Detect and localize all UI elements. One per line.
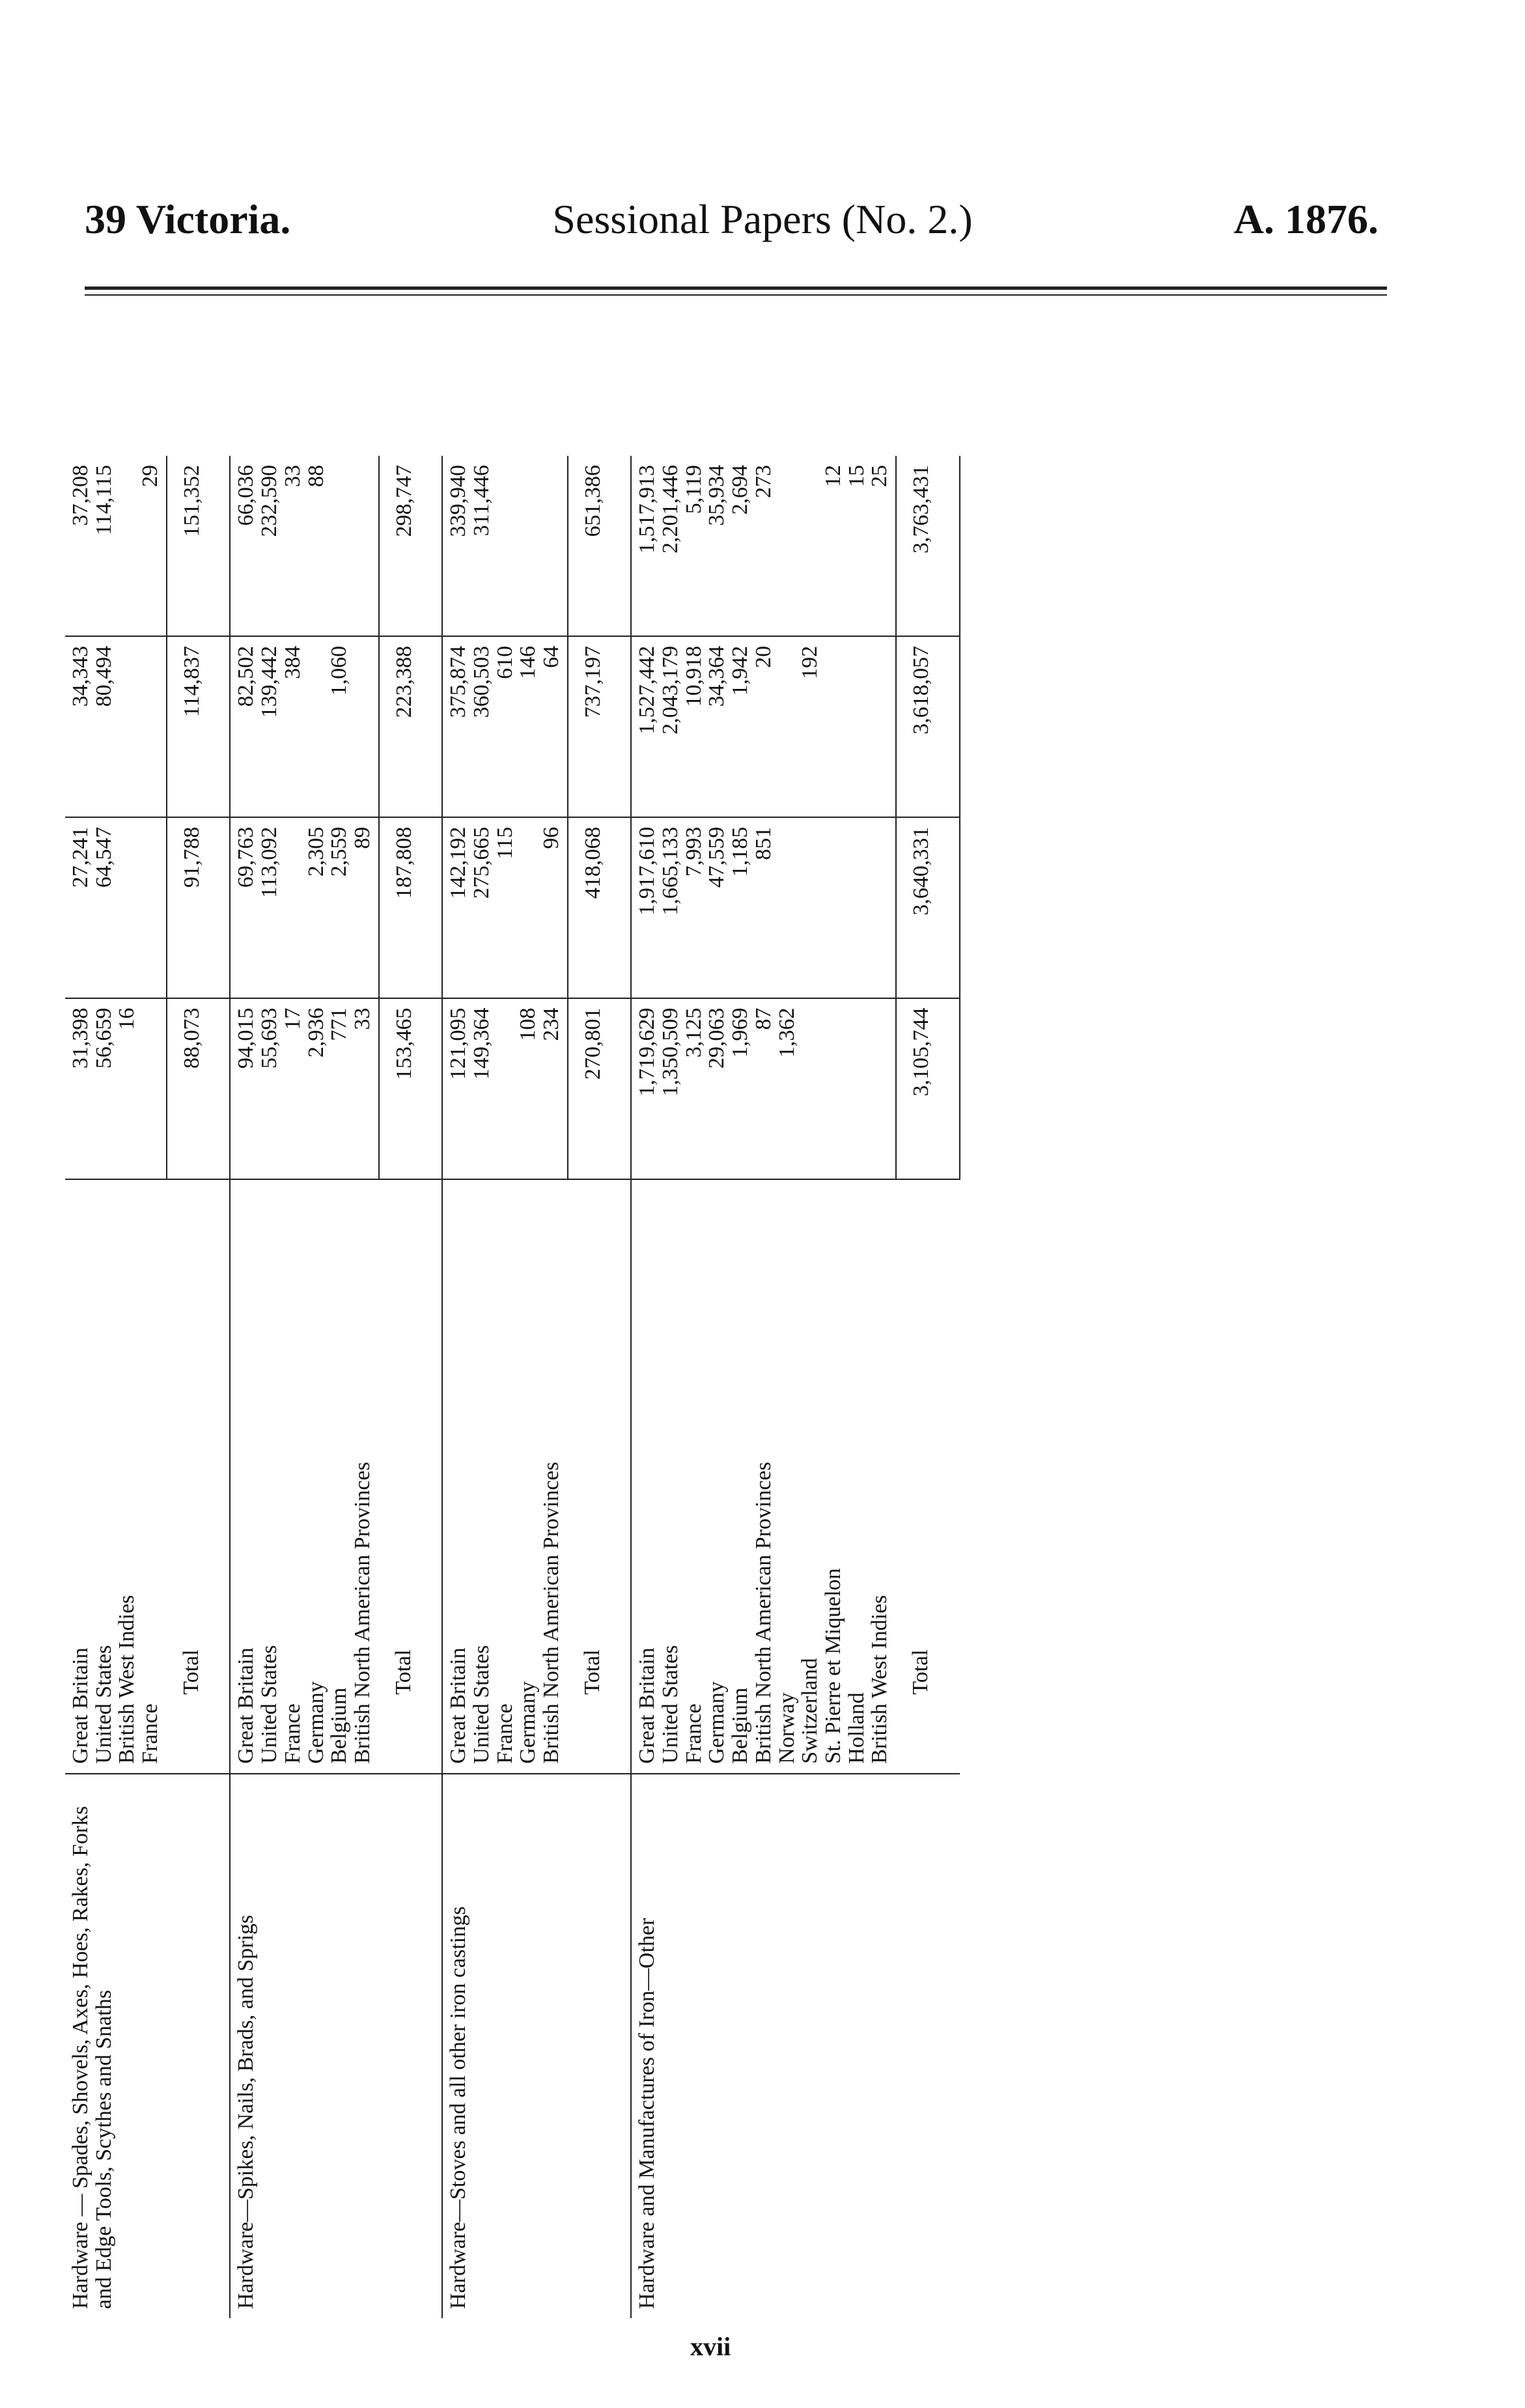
table-row — [631, 456, 896, 2318]
value-cell: 2,305 — [303, 826, 328, 877]
value-column-c4 — [442, 456, 567, 636]
value-column-c4 — [65, 456, 167, 636]
value-column-c3 — [442, 636, 567, 817]
header-title: Sessional Papers (No. 2.) — [552, 196, 973, 242]
value-cell: 33 — [280, 465, 305, 487]
value-cell: 1,942 — [728, 645, 753, 696]
value-cell: 33 — [350, 1007, 374, 1030]
value-cell: 1,527,442 — [635, 645, 660, 735]
value-cell: 12 — [820, 465, 845, 487]
value-cell: 114,115 — [91, 465, 116, 535]
country-name: Germany — [303, 1681, 328, 1764]
value-cell — [139, 1008, 162, 1169]
value-cell: 275,665 — [469, 826, 494, 899]
value-cell: 339,940 — [446, 465, 471, 537]
total-value: 3,640,331 — [896, 817, 960, 998]
total-value: 3,763,431 — [896, 456, 960, 636]
value-cell: 142,192 — [446, 826, 471, 899]
header-rule — [85, 287, 1387, 290]
value-cell: 113,092 — [257, 826, 282, 899]
value-cell: 2,694 — [728, 465, 753, 515]
rotated-table-wrapper — [65, 456, 1387, 2318]
total-row — [568, 456, 632, 2318]
item-description: Hardware—Spikes, Nails, Brads, and Sprigs — [230, 1774, 378, 2318]
country-name: Great Britain — [635, 1647, 660, 1764]
value-cell: 64 — [539, 645, 563, 668]
value-cell — [351, 646, 374, 807]
value-cell: 1,719,629 — [635, 1007, 660, 1097]
country-list — [442, 1179, 567, 1774]
value-cell: 1,969 — [728, 1007, 753, 1058]
value-cell: 31,398 — [68, 1007, 92, 1069]
value-cell: 146 — [516, 645, 540, 679]
value-cell: 771 — [327, 1007, 352, 1041]
value-cell — [540, 465, 563, 626]
value-cell — [868, 1008, 891, 1169]
country-name: United States — [469, 1645, 494, 1764]
total-row — [896, 456, 960, 2318]
value-cell: 1,362 — [774, 1007, 799, 1058]
country-name: Norway — [774, 1692, 799, 1764]
total-value: 270,801 — [568, 998, 632, 1179]
value-column-c1 — [65, 998, 167, 1179]
item-description: Hardware — Spades, Shovels, Axes, Hoes, Rakes, Forks and Edge Tools, Scythes and Snaths — [65, 1774, 167, 2318]
value-cell: 47,559 — [705, 826, 729, 888]
total-value: 91,788 — [167, 817, 231, 998]
value-cell: 2,043,179 — [658, 645, 683, 735]
total-spacer — [167, 1774, 231, 2318]
total-spacer — [379, 1774, 443, 2318]
value-cell: 273 — [751, 465, 776, 498]
value-column-c1 — [631, 998, 896, 1179]
item-description: Hardware and Manufactures of Iron—Other — [631, 1774, 896, 2318]
country-list — [65, 1179, 167, 1774]
total-value: 114,837 — [167, 636, 231, 817]
value-cell: 1,665,133 — [658, 826, 683, 916]
total-value: 418,068 — [568, 817, 632, 998]
table-row — [442, 456, 567, 2318]
value-cell — [868, 646, 891, 807]
value-cell — [776, 827, 799, 988]
country-list — [631, 1179, 896, 1774]
total-label: Total — [568, 1179, 632, 1774]
value-column-c1 — [230, 998, 378, 1179]
country-name: France — [492, 1703, 517, 1764]
value-cell — [305, 646, 328, 807]
value-cell: 37,208 — [68, 465, 92, 526]
value-cell — [845, 827, 869, 988]
country-list — [230, 1179, 378, 1774]
header-year: A. 1876. — [1233, 196, 1378, 242]
country-name: France — [138, 1703, 163, 1764]
value-cell: 5,119 — [681, 465, 706, 514]
total-value: 151,352 — [167, 456, 231, 636]
value-cell — [494, 465, 517, 626]
value-cell — [845, 1008, 869, 1169]
value-cell — [328, 465, 351, 626]
table-row — [230, 456, 378, 2318]
value-column-c4 — [230, 456, 378, 636]
value-cell — [115, 646, 139, 807]
value-cell: 1,350,509 — [658, 1007, 683, 1097]
value-cell: 108 — [516, 1007, 540, 1041]
value-cell: 2,936 — [303, 1007, 328, 1058]
total-spacer — [896, 1774, 960, 2318]
country-name: France — [681, 1703, 706, 1764]
value-cell: 121,095 — [446, 1007, 471, 1080]
value-cell: 311,446 — [469, 465, 494, 537]
value-cell: 56,659 — [91, 1007, 116, 1069]
value-cell: 1,185 — [728, 826, 753, 877]
value-cell: 20 — [751, 645, 776, 668]
value-cell — [494, 1008, 517, 1169]
country-name: Holland — [844, 1692, 869, 1764]
country-name: Great Britain — [68, 1647, 92, 1764]
total-value: 187,808 — [379, 817, 443, 998]
value-cell: 35,934 — [705, 465, 729, 526]
value-column-c2 — [230, 817, 378, 998]
value-cell: 360,503 — [469, 645, 494, 718]
item-description: Hardware—Stoves and all other iron castings — [442, 1774, 567, 2318]
value-cell — [776, 465, 799, 626]
country-name: British West Indies — [115, 1595, 139, 1764]
value-cell — [868, 827, 891, 988]
value-column-c3 — [631, 636, 896, 817]
total-label: Total — [167, 1179, 231, 1774]
value-cell: 7,993 — [681, 826, 706, 877]
value-cell: 29 — [138, 465, 163, 487]
total-spacer — [568, 1774, 632, 2318]
country-name: St. Pierre et Miquelon — [820, 1568, 845, 1764]
country-name: Germany — [516, 1681, 540, 1764]
country-name: Great Britain — [234, 1647, 259, 1764]
value-cell: 2,201,446 — [658, 465, 683, 553]
value-cell: 69,763 — [234, 826, 259, 888]
value-cell: 94,015 — [234, 1007, 259, 1069]
country-name: British North American Provinces — [751, 1461, 776, 1764]
value-cell: 10,918 — [681, 645, 706, 707]
value-cell: 87 — [751, 1007, 776, 1030]
value-cell: 66,036 — [234, 465, 259, 526]
total-row — [379, 456, 443, 2318]
total-value: 298,747 — [379, 456, 443, 636]
value-cell: 15 — [844, 465, 869, 487]
value-cell — [798, 465, 822, 626]
value-cell: 1,517,913 — [635, 465, 660, 553]
header-volume: 39 Victoria. — [85, 196, 291, 242]
value-cell — [776, 646, 799, 807]
value-cell — [798, 1008, 822, 1169]
value-cell: 139,442 — [257, 645, 282, 718]
value-column-c4 — [631, 456, 896, 636]
value-cell: 55,693 — [257, 1007, 282, 1069]
value-cell: 610 — [492, 645, 517, 679]
total-value: 88,073 — [167, 998, 231, 1179]
total-label: Total — [379, 1179, 443, 1774]
value-cell — [139, 827, 162, 988]
value-cell: 80,494 — [91, 645, 116, 707]
value-cell: 64,547 — [91, 826, 116, 888]
total-label: Total — [896, 1179, 960, 1774]
value-cell: 384 — [280, 645, 305, 679]
country-name: British West Indies — [867, 1595, 892, 1764]
value-cell: 25 — [867, 465, 892, 487]
value-cell — [351, 465, 374, 626]
value-column-c1 — [442, 998, 567, 1179]
value-cell: 851 — [751, 826, 776, 860]
value-column-c2 — [442, 817, 567, 998]
country-name: United States — [257, 1645, 282, 1764]
value-cell — [516, 465, 540, 626]
value-column-c3 — [230, 636, 378, 817]
country-name: Great Britain — [446, 1647, 471, 1764]
value-cell: 82,502 — [234, 645, 259, 707]
total-value: 737,197 — [568, 636, 632, 817]
country-name: United States — [91, 1645, 116, 1764]
value-cell: 16 — [115, 1007, 139, 1030]
value-cell: 149,364 — [469, 1007, 494, 1080]
value-cell: 96 — [539, 826, 563, 849]
value-cell — [115, 465, 139, 626]
country-name: Belgium — [728, 1687, 753, 1764]
value-cell: 3,125 — [681, 1007, 706, 1058]
value-cell — [798, 827, 822, 988]
value-cell — [822, 827, 845, 988]
value-cell: 89 — [350, 826, 374, 849]
country-name: Belgium — [327, 1687, 352, 1764]
value-cell — [822, 646, 845, 807]
country-name: Switzerland — [798, 1658, 822, 1764]
country-name: British North American Provinces — [539, 1461, 563, 1764]
value-cell: 1,060 — [327, 645, 352, 696]
value-cell: 27,241 — [68, 826, 92, 888]
value-cell: 232,590 — [257, 465, 282, 537]
country-name: France — [280, 1703, 305, 1764]
value-cell — [281, 827, 305, 988]
value-cell: 29,063 — [705, 1007, 729, 1069]
total-value: 3,618,057 — [896, 636, 960, 817]
value-cell — [115, 827, 139, 988]
page-number: xvii — [690, 2332, 731, 2361]
value-cell: 2,559 — [327, 826, 352, 877]
value-cell: 34,343 — [68, 645, 92, 707]
total-value: 223,388 — [379, 636, 443, 817]
country-name: British North American Provinces — [350, 1461, 374, 1764]
value-cell: 234 — [539, 1007, 563, 1041]
value-cell — [516, 827, 540, 988]
value-cell: 375,874 — [446, 645, 471, 718]
value-cell: 192 — [798, 645, 822, 679]
value-cell — [822, 1008, 845, 1169]
value-cell — [845, 646, 869, 807]
header-rule-thin — [85, 294, 1387, 296]
value-cell — [139, 646, 162, 807]
value-cell: 88 — [303, 465, 328, 487]
value-cell: 17 — [280, 1007, 305, 1030]
table-row — [65, 456, 167, 2318]
value-column-c2 — [631, 817, 896, 998]
total-value: 651,386 — [568, 456, 632, 636]
value-cell: 34,364 — [705, 645, 729, 707]
country-name: Germany — [705, 1681, 729, 1764]
value-cell: 115 — [492, 826, 517, 860]
country-name: United States — [658, 1645, 683, 1764]
value-column-c2 — [65, 817, 167, 998]
total-value: 3,105,744 — [896, 998, 960, 1179]
trade-table — [65, 456, 960, 2318]
value-cell: 1,917,610 — [635, 826, 660, 916]
total-row — [167, 456, 231, 2318]
value-column-c3 — [65, 636, 167, 817]
total-value: 153,465 — [379, 998, 443, 1179]
